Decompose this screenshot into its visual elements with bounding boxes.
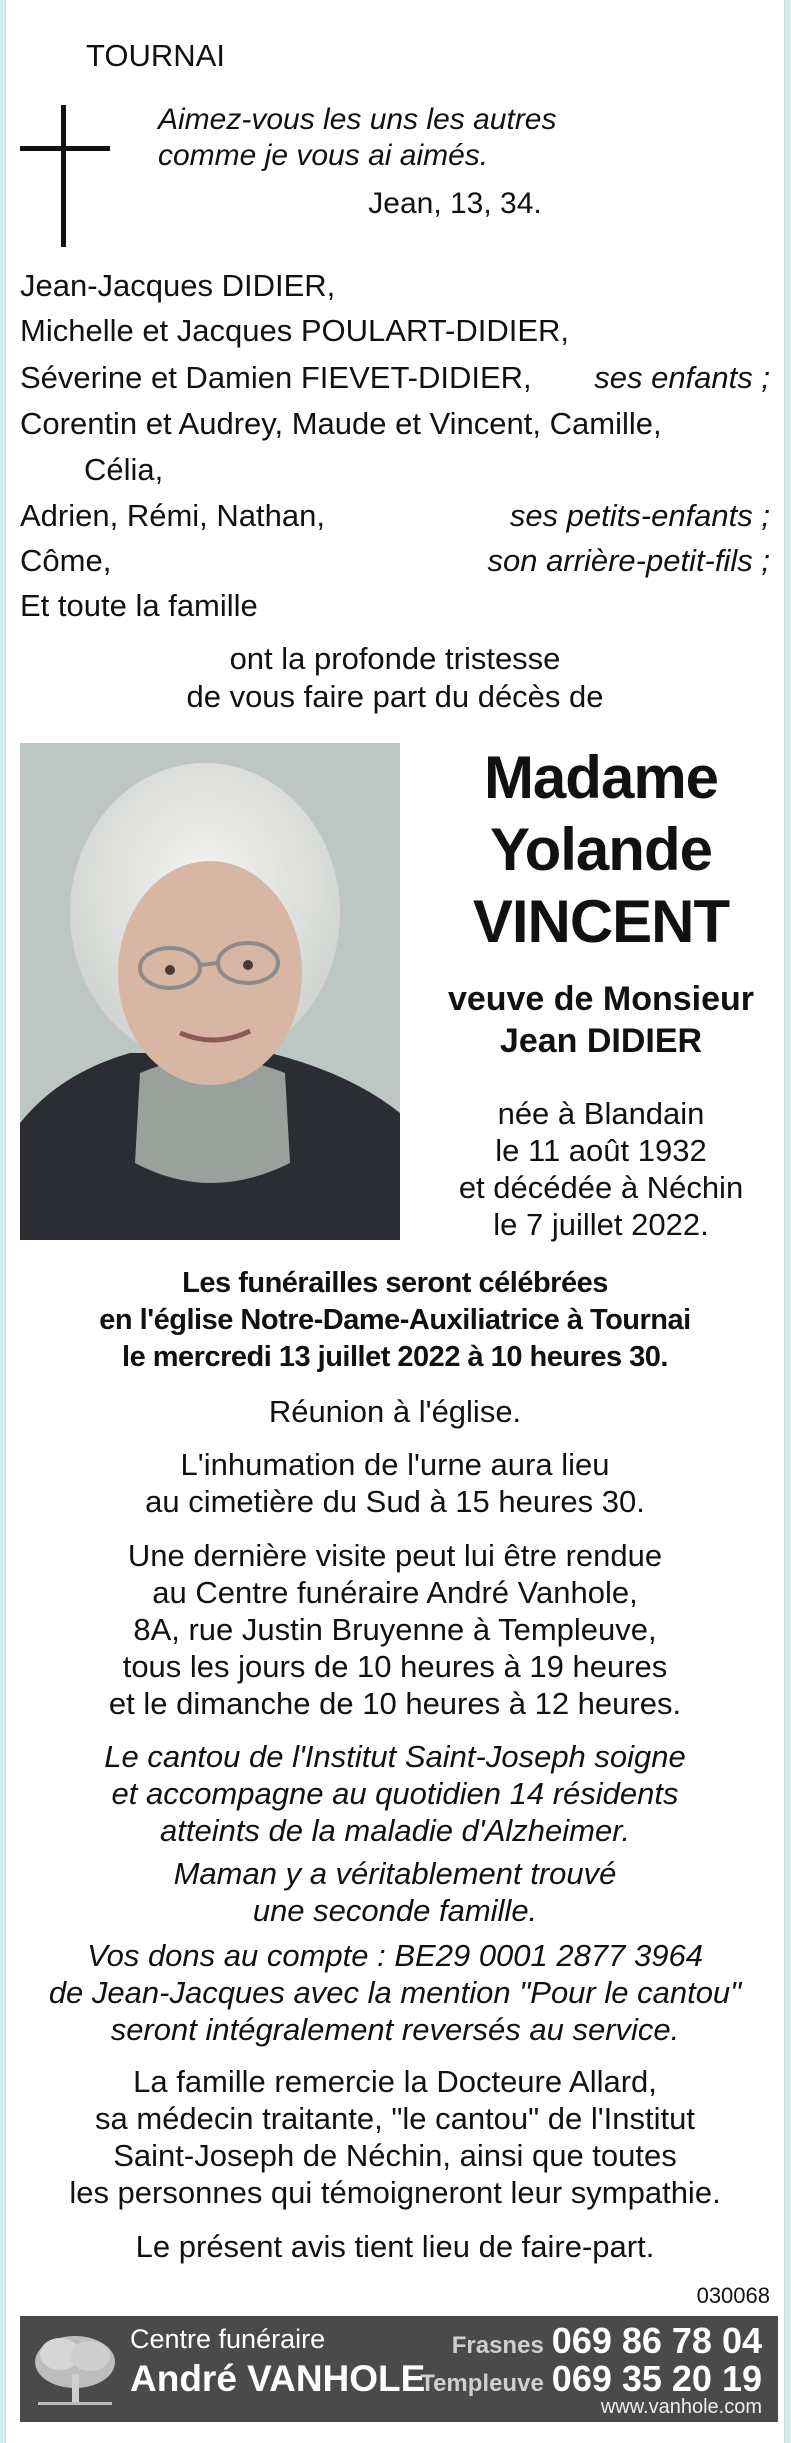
deceased-last-name: VINCENT [472,888,730,955]
frasnes-label: Frasnes [451,2332,544,2359]
family-names: Jean-Jacques DIDIER, [20,268,336,303]
town-name: TOURNAI [86,38,225,73]
maman-text [6,1855,784,1929]
cross-icon-bar [20,146,110,151]
text-line: Saint-Joseph de Néchin, ainsi que toutes [113,2138,677,2173]
text-line: Vos dons au compte : BE29 0001 2877 3964 [87,1938,703,1973]
frasnes-contact [452,2320,762,2362]
family-names: Séverine et Damien FIEVET-DIDIER, [20,360,532,395]
intro-line: de vous faire part du décès de [186,679,604,714]
family-relation: son arrière-petit-fils ; [487,543,770,578]
text-line: sa médecin traitante, "le cantou" de l'Institut [94,2101,696,2136]
portrait-photo [20,743,400,1240]
text-line: les personnes qui témoigneront leur sympathie. [69,2175,721,2210]
family-line [20,403,770,445]
family-line [20,495,770,537]
birth-death-dates [426,1095,776,1243]
family-names: Côme, [20,543,112,578]
text-line: au cimetière du Sud à 15 heures 30. [145,1484,645,1519]
family-names: Michelle et Jacques POULART-DIDIER, [20,313,570,348]
bible-verse [158,102,557,174]
family-line [84,449,770,491]
family-names: Corentin et Audrey, Maude et Vincent, Camille, [20,406,662,441]
footer-label: Centre funéraire [130,2324,326,2354]
widow-line: veuve de Monsieur [447,980,755,1018]
family-line [20,265,770,307]
text-line: Le cantou de l'Institut Saint-Joseph soigne [104,1739,686,1774]
thanks-text [6,2063,784,2211]
portrait-image [20,743,400,1240]
obituary-notice [5,0,785,2443]
announcement-intro [6,640,784,716]
family-line [20,540,770,582]
funeral-line: Les funérailles seront célébrées [182,1267,608,1299]
text-line: Une dernière visite peut lui être rendue [127,1538,663,1573]
family-relation: ses enfants ; [594,360,770,395]
funeral-details [6,1265,784,1376]
text-line: une seconde famille. [252,1893,538,1928]
family-names: Et toute la famille [20,588,258,623]
templeuve-label: Templeuve [420,2370,544,2397]
footer-name: André VANHOLE [130,2358,426,2399]
tree-logo-icon [30,2324,120,2414]
text-line: La famille remercie la Docteure Allard, [133,2064,657,2099]
cantou-text [6,1738,784,1849]
text-line: 8A, rue Justin Bruyenne à Templeuve, [133,1612,657,1647]
frasnes-phone: 069 86 78 04 [551,2320,762,2361]
intro-line: ont la profonde tristesse [229,641,561,676]
cross-icon [61,105,66,247]
family-names: Célia, [84,452,164,487]
inhumation-text [6,1446,784,1520]
reunion-text: Réunion à l'église. [268,1394,522,1429]
verse-reference: Jean, 13, 34. [368,187,542,220]
family-relation: ses petits-enfants ; [509,498,770,533]
date-line: le 7 juillet 2022. [493,1207,709,1242]
deceased-first-name: Yolande [490,816,712,883]
text-line: et le dimanche de 10 heures à 12 heures. [108,1686,682,1721]
text-line: Maman y a véritablement trouvé [173,1856,617,1891]
funeral-line: le mercredi 13 juillet 2022 à 10 heures 30. [122,1341,668,1373]
notice-reference: 030068 [696,2283,770,2308]
templeuve-contact [420,2358,762,2400]
verse-line: comme je vous ai aimés. [158,139,489,172]
text-line: L'inhumation de l'urne aura lieu [180,1447,610,1482]
family-line [20,585,770,627]
text-line: et accompagne au quotidien 14 résidents [111,1776,679,1811]
widow-of [426,978,776,1062]
text-line: atteints de la maladie d'Alzheimer. [159,1813,630,1848]
funeral-home-footer [20,2316,778,2422]
donations-text [6,1937,784,2048]
deceased-title: Madame [483,744,719,811]
family-line [20,310,770,352]
funeral-line: en l'église Notre-Dame-Auxiliatrice à Tournai [99,1304,691,1336]
date-line: et décédée à Néchin [458,1170,744,1205]
text-line: seront intégralement reversés au service. [110,2012,680,2047]
closing-text: Le présent avis tient lieu de faire-part. [135,2229,655,2264]
date-line: née à Blandain [497,1096,705,1131]
date-line: le 11 août 1932 [495,1133,707,1168]
text-line: tous les jours de 10 heures à 19 heures [122,1649,668,1684]
templeuve-phone: 069 35 20 19 [551,2358,762,2399]
widow-line: Jean DIDIER [499,1022,703,1060]
family-line [20,357,770,399]
text-line: au Centre funéraire André Vanhole, [152,1575,638,1610]
verse-line: Aimez-vous les uns les autres [158,103,557,136]
footer-website: www.vanhole.com [600,2396,762,2418]
text-line: de Jean-Jacques avec la mention "Pour le cantou" [48,1975,742,2010]
visit-text [6,1537,784,1722]
family-names: Adrien, Rémi, Nathan, [20,498,325,533]
deceased-name [426,742,776,958]
